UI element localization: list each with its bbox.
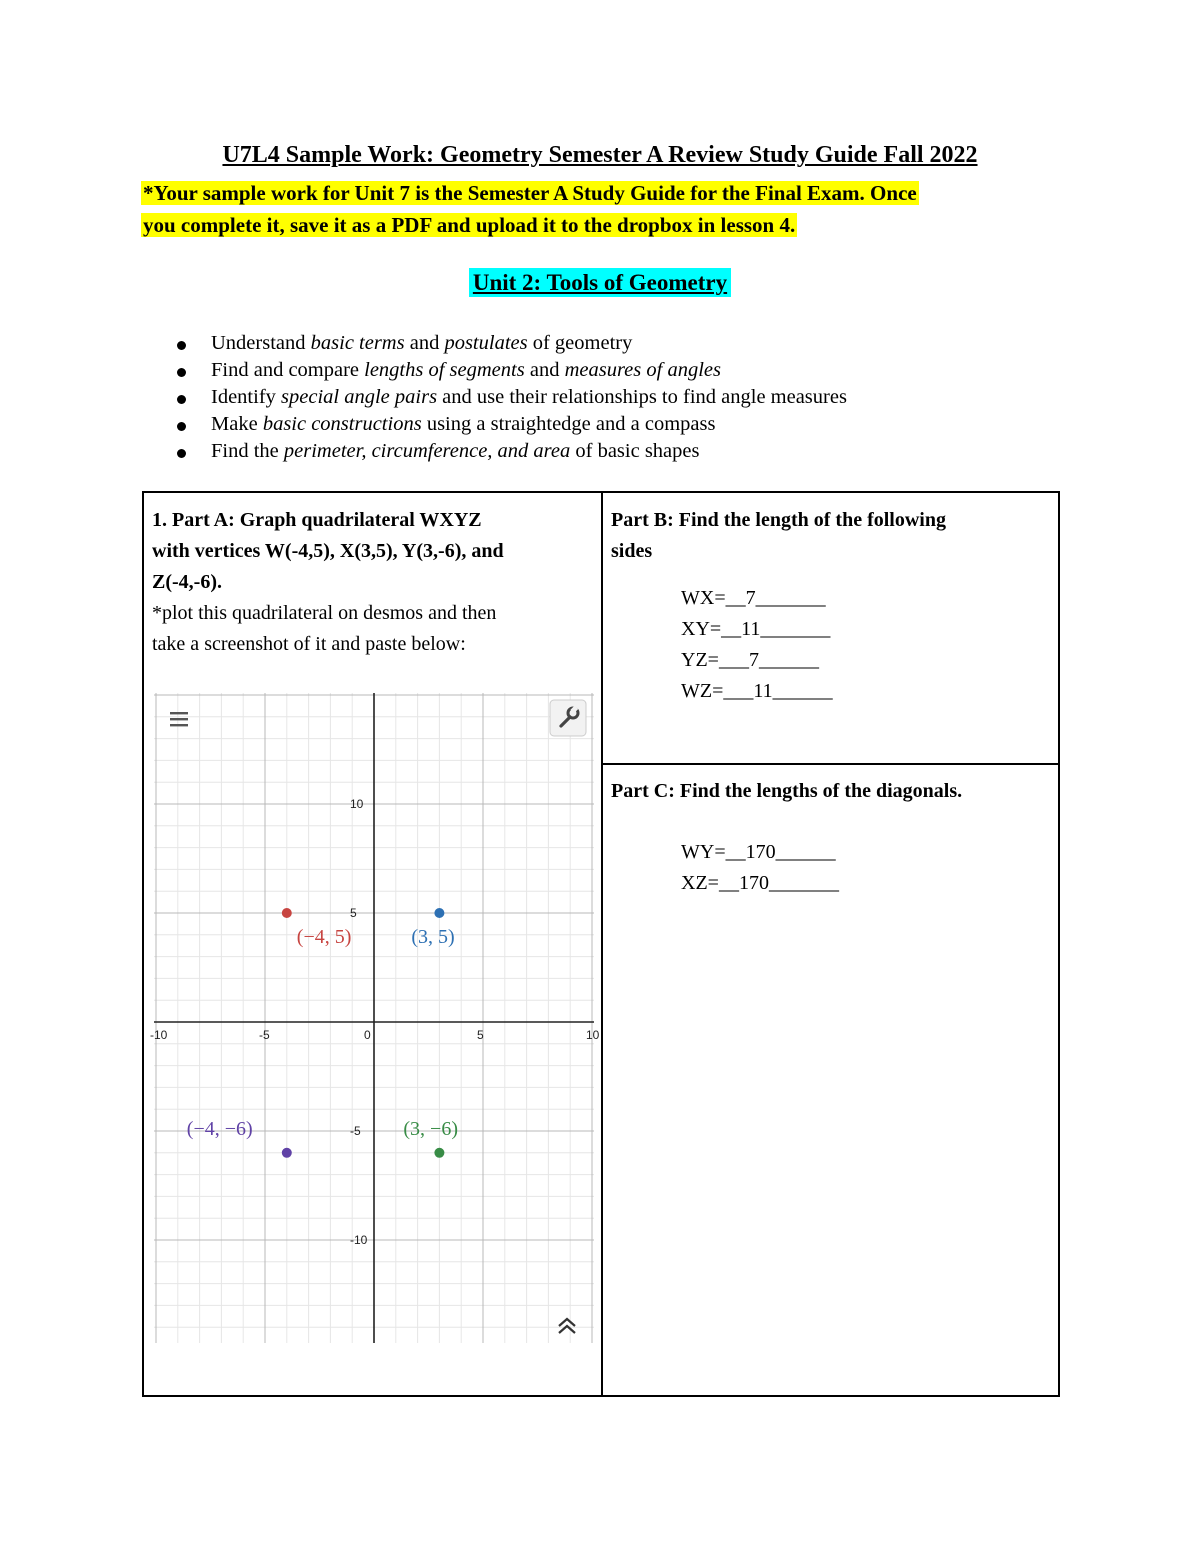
intro-line-1: *Your sample work for Unit 7 is the Semester A Study Guide for the Final Exam. Once [143,181,917,205]
data-point[interactable] [434,908,444,918]
wrench-icon[interactable] [550,700,586,736]
unit-title: Unit 2: Tools of Geometry [469,268,731,297]
point-label: (3, 5) [411,926,455,948]
list-item: Understand basic terms and postulates of geometry [176,330,847,357]
data-point[interactable] [282,908,292,918]
point-label: (3, −6) [403,1117,459,1140]
y-tick-label: 10 [350,797,364,811]
answer-wx: WX=__7_______ [681,587,826,609]
part-b-answers [611,583,1051,707]
answer-xy: XY=__11_______ [681,618,831,640]
desmos-graph-screenshot [150,693,600,1343]
point-label: (−4, 5) [296,926,352,948]
x-tick-label: 10 [586,1028,600,1042]
x-tick-label: -10 [150,1028,168,1042]
x-tick-label: -5 [259,1028,270,1042]
intro-instructions [141,177,1041,241]
x-tick-label: 0 [364,1028,371,1042]
y-tick-label: 5 [350,906,357,920]
y-tick-label: -10 [350,1233,368,1247]
y-tick-label: -5 [350,1124,361,1138]
page-title: U7L4 Sample Work: Geometry Semester A Review Study Guide Fall 2022 [222,142,978,168]
part-b-cell [611,505,1051,707]
objectives-list [176,330,847,465]
intro-line-2: you complete it, save it as a PDF and upload it to the dropbox in lesson 4. [143,213,796,237]
data-point[interactable] [282,1148,292,1158]
part-c-answers [611,837,1051,899]
answer-yz: YZ=___7______ [681,649,819,671]
part-a-cell [152,505,592,660]
data-point[interactable] [434,1148,444,1158]
part-b-question: Part B: Find the length of the following sides [611,509,946,562]
table-divider [602,763,1058,765]
part-a-instructions: *plot this quadrilateral on desmos and then take a screenshot of it and paste below: [152,602,497,655]
answer-wz: WZ=___11______ [681,680,833,702]
answer-wy: WY=__170______ [681,841,836,863]
list-item: Find the perimeter, circumference, and area of basic shapes [176,438,847,465]
answer-xz: XZ=__170_______ [681,872,839,894]
unit-heading [0,270,1200,296]
menu-icon[interactable] [170,712,188,726]
part-c-question: Part C: Find the lengths of the diagonals. [611,780,963,802]
list-item: Make basic constructions using a straightedge and a compass [176,411,847,438]
table-divider [601,493,603,1395]
point-label: (−4, −6) [186,1117,253,1140]
list-item: Find and compare lengths of segments and measures of angles [176,357,847,384]
coordinate-plane [150,693,600,1343]
part-c-cell [611,776,1051,899]
x-tick-label: 5 [477,1028,484,1042]
part-a-question: 1. Part A: Graph quadrilateral WXYZ with vertices W(-4,5), X(3,5), Y(3,-6), and Z(-4,-6). [152,509,504,593]
list-item: Identify special angle pairs and use their relationships to find angle measures [176,384,847,411]
